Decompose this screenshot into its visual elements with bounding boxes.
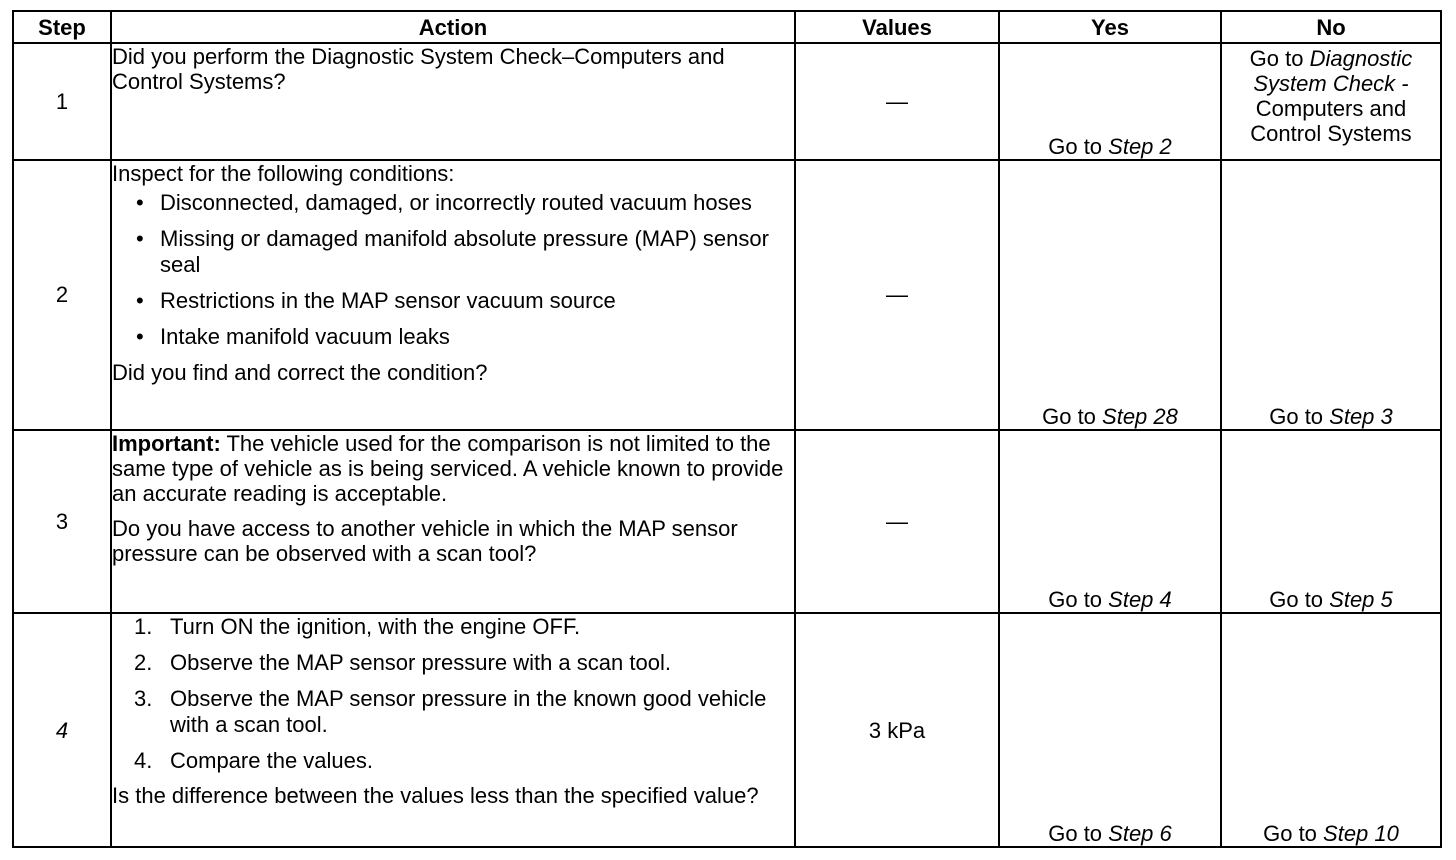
no-cell [1221, 160, 1441, 430]
list-item [134, 226, 794, 278]
no-cell [1221, 430, 1441, 613]
bullet-icon: • [136, 323, 144, 349]
list-item-text: Turn ON the ignition, with the engine OFF. [170, 614, 581, 640]
bullet-icon: • [136, 189, 144, 215]
list-item [134, 614, 794, 640]
list-item-text: Missing or damaged manifold absolute pressure (MAP) sensor seal [160, 225, 769, 277]
list-item-number: 2. [134, 650, 153, 676]
header-no: No [1221, 11, 1441, 43]
list-item-text: Restrictions in the MAP sensor vacuum source [160, 287, 616, 313]
step-number-text: 4 [55, 717, 69, 743]
table-header-row [13, 11, 1441, 43]
value-cell: 3 kPa [795, 613, 999, 847]
no-cell [1221, 43, 1441, 160]
no-prefix: Go to [1269, 403, 1330, 429]
step-number: 1 [13, 43, 111, 160]
step-number: 2 [13, 160, 111, 430]
important-label: Important: [112, 430, 221, 456]
list-item-number: 1. [134, 614, 153, 640]
yes-cell [999, 160, 1221, 430]
action-question: Did you find and correct the condition? [112, 359, 488, 385]
action-cell [111, 160, 795, 430]
header-values: Values [795, 11, 999, 43]
table-row [13, 43, 1441, 160]
list-item [134, 650, 794, 676]
list-item-text: Disconnected, damaged, or incorrectly routed vacuum hoses [160, 189, 752, 215]
step-number: 3 [13, 430, 111, 613]
yes-prefix: Go to [1048, 133, 1109, 159]
yes-prefix: Go to [1048, 821, 1109, 846]
no-link[interactable]: Diagnostic System Check - [1253, 46, 1413, 96]
list-item [134, 748, 794, 774]
list-item [134, 190, 794, 216]
value-cell: — [795, 430, 999, 613]
bullet-icon: • [136, 287, 144, 313]
list-item [134, 288, 794, 314]
important-text: The vehicle used for the comparison is not limited to the same type of vehicle as is being serviced. A vehicle known to provide an accurate reading is acceptable. [112, 430, 784, 506]
yes-link[interactable]: Step 28 [1102, 403, 1178, 429]
diagnostic-table [12, 10, 1442, 848]
yes-link[interactable]: Step 4 [1108, 587, 1172, 613]
action-cell [111, 43, 795, 160]
table-row [13, 613, 1441, 847]
header-action: Action [111, 11, 795, 43]
list-item [134, 686, 794, 738]
action-intro: Inspect for the following conditions: [112, 160, 455, 186]
no-link[interactable]: Step 10 [1323, 821, 1399, 846]
procedure-list [134, 614, 794, 774]
yes-cell [999, 430, 1221, 613]
yes-prefix: Go to [1048, 587, 1109, 613]
action-text: Did you perform the Diagnostic System Check–Computers and Control Systems? [112, 44, 725, 94]
table-row [13, 160, 1441, 430]
condition-list [134, 190, 794, 350]
list-item-text: Observe the MAP sensor pressure in the known good vehicle with a scan tool. [170, 686, 767, 738]
table-row [13, 430, 1441, 613]
no-link[interactable]: Step 5 [1329, 587, 1393, 613]
no-link[interactable]: Step 3 [1329, 403, 1393, 429]
yes-cell [999, 43, 1221, 160]
value-cell: — [795, 160, 999, 430]
header-step: Step [13, 11, 111, 43]
action-question: Is the difference between the values less than the specified value? [112, 783, 759, 809]
yes-cell [999, 613, 1221, 847]
list-item-number: 4. [134, 748, 153, 774]
action-cell [111, 430, 795, 613]
list-item-text: Intake manifold vacuum leaks [160, 323, 450, 349]
no-prefix: Go to [1269, 587, 1330, 613]
yes-link[interactable]: Step 2 [1108, 133, 1172, 159]
list-item-text: Observe the MAP sensor pressure with a scan tool. [170, 650, 671, 676]
yes-prefix: Go to [1042, 403, 1103, 429]
no-prefix: Go to [1263, 821, 1324, 846]
list-item-text: Compare the values. [170, 748, 373, 774]
no-cell [1221, 613, 1441, 847]
list-item-number: 3. [134, 686, 153, 712]
no-prefix: Go to [1249, 46, 1310, 71]
no-suffix: Computers and Control Systems [1250, 96, 1412, 146]
yes-link[interactable]: Step 6 [1108, 821, 1172, 846]
action-question: Do you have access to another vehicle in which the MAP sensor pressure can be observed with a scan tool? [112, 515, 738, 566]
list-item [134, 324, 794, 350]
value-cell: — [795, 43, 999, 160]
step-number [13, 613, 111, 847]
header-yes: Yes [999, 11, 1221, 43]
important-note [112, 431, 794, 506]
action-cell [111, 613, 795, 847]
bullet-icon: • [136, 225, 144, 251]
